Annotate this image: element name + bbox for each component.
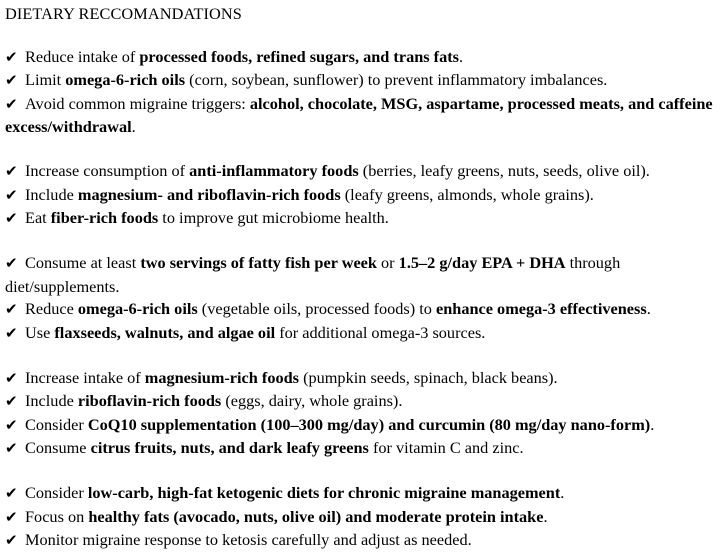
bold-text: CoQ10 supplementation	[87, 414, 257, 434]
text: Focus on	[25, 506, 89, 526]
bold-text: alcohol, chocolate, MSG, aspartame, processed meats, and caffeine excess/withdrawal	[5, 93, 713, 136]
checkmark-icon: ✔	[5, 96, 18, 113]
text: .	[459, 46, 464, 66]
checkmark-icon: ✔	[5, 49, 18, 66]
text: Monitor migraine response to ketosis carefully and adjust as needed.	[25, 530, 472, 549]
bold-text: low-carb, high-fat ketogenic diets for chronic migraine management	[87, 483, 561, 502]
text: Reduce	[25, 299, 78, 318]
text: Limit	[25, 70, 66, 89]
text: Increase consumption of	[25, 161, 190, 180]
recommendation-item	[5, 207, 726, 231]
text: Consider	[25, 483, 88, 502]
recommendation-item	[5, 298, 726, 322]
checkmark-icon: ✔	[5, 486, 18, 502]
checkmark-icon: ✔	[5, 164, 18, 180]
recommendation-group	[5, 367, 726, 461]
checkmark-icon: ✔	[5, 370, 18, 387]
recommendation-item	[5, 390, 726, 414]
bold-text: (100–300 mg/day)	[256, 414, 389, 434]
recommendation-group	[5, 252, 726, 345]
page-title: DIETARY RECCOMANDATIONS	[5, 4, 242, 23]
checkmark-icon: ✔	[5, 211, 18, 227]
text: Reduce intake of	[25, 46, 140, 66]
recommendation-item	[5, 529, 726, 553]
bold-text: fiber-rich foods	[50, 208, 159, 227]
recommendation-group	[5, 160, 726, 231]
text: .	[560, 483, 565, 502]
text: (leafy greens, almonds, whole grains).	[340, 184, 594, 204]
checkmark-icon: ✔	[5, 394, 18, 410]
text: Consume at least	[25, 253, 141, 272]
recommendation-item	[5, 252, 726, 298]
recommendation-item	[5, 46, 726, 70]
recommendation-item	[5, 322, 726, 346]
recommendation-item	[5, 482, 726, 506]
bold-text: omega-6-rich oils	[77, 299, 198, 318]
checkmark-icon: ✔	[5, 256, 18, 272]
bold-text: and curcumin (80 mg/day nano-form)	[388, 414, 651, 434]
bold-text: magnesium-rich foods	[144, 367, 299, 387]
text: through diet/supplements.	[5, 253, 621, 296]
text: Avoid common migraine triggers:	[25, 93, 250, 113]
recommendation-item	[5, 184, 726, 208]
recommendation-item	[5, 367, 726, 391]
text: Use	[25, 322, 55, 342]
recommendation-groups	[5, 46, 726, 553]
recommendation-group	[5, 46, 726, 139]
checkmark-icon: ✔	[5, 73, 18, 89]
recommendation-item	[5, 414, 726, 438]
bold-text: anti-inflammatory foods	[189, 161, 359, 180]
text: Consume	[25, 438, 91, 457]
recommendation-item	[5, 506, 726, 530]
text: (berries, leafy greens, nuts, seeds, olive oil).	[358, 161, 650, 180]
text: or	[376, 253, 399, 272]
recommendation-item	[5, 160, 726, 184]
text: Include	[25, 184, 78, 204]
text: .	[543, 506, 548, 526]
text: for additional omega-3 sources.	[275, 322, 486, 342]
text: (vegetable oils, processed foods) to	[197, 299, 436, 318]
bold-text: healthy fats (avocado, nuts, olive oil) and moderate protein intake	[88, 506, 544, 526]
recommendation-item	[5, 69, 726, 93]
text: for vitamin C and zinc.	[368, 438, 524, 457]
text: (eggs, dairy, whole grains).	[221, 391, 403, 410]
text: Eat	[25, 208, 51, 227]
bold-text: omega-6-rich oils	[65, 70, 186, 89]
text: .	[131, 117, 136, 136]
checkmark-icon: ✔	[5, 325, 18, 342]
recommendation-item	[5, 437, 726, 461]
checkmark-icon: ✔	[5, 187, 18, 204]
text: Increase intake of	[25, 367, 145, 387]
checkmark-icon: ✔	[5, 417, 18, 434]
text: .	[646, 299, 651, 318]
checkmark-icon: ✔	[5, 509, 18, 526]
checkmark-icon: ✔	[5, 302, 18, 318]
bold-text: magnesium- and riboflavin-rich foods	[77, 184, 341, 204]
checkmark-icon: ✔	[5, 533, 18, 549]
bold-text: enhance omega-3 effectiveness	[436, 299, 647, 318]
text: .	[650, 414, 655, 434]
text: (corn, soybean, sunflower) to prevent inflammatory imbalances.	[185, 70, 608, 89]
text: Consider	[25, 414, 88, 434]
text: to improve gut microbiome health.	[158, 208, 389, 227]
bold-text: 1.5–2 g/day EPA + DHA	[398, 253, 566, 272]
recommendation-item	[5, 93, 726, 139]
bold-text: flaxseeds, walnuts, and algae oil	[54, 322, 276, 342]
text: (pumpkin seeds, spinach, black beans).	[299, 367, 558, 387]
checkmark-icon: ✔	[5, 441, 18, 457]
bold-text: processed foods, refined sugars, and trans fats	[139, 46, 459, 66]
bold-text: two servings of fatty fish per week	[140, 253, 377, 272]
text: Include	[25, 391, 78, 410]
bold-text: citrus fruits, nuts, and dark leafy greens	[90, 438, 369, 457]
recommendation-group	[5, 482, 726, 553]
bold-text: riboflavin-rich foods	[77, 391, 222, 410]
